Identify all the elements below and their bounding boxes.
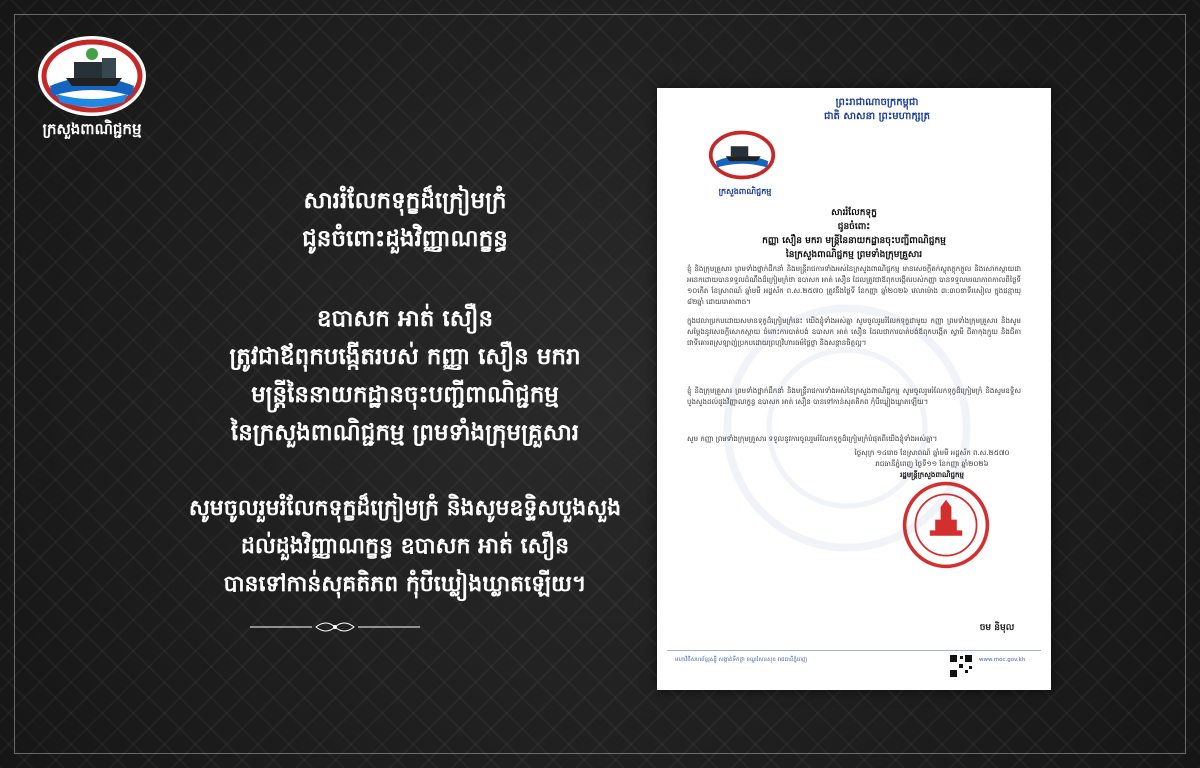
letter-paragraph-1: ខ្ញុំ និងក្រុមគ្រួសារ ព្រមទាំងថ្នាក់ដឹកនាំ និងមន្ត្រីរាជការទាំងអស់នៃក្រសួងពាណិជ្ជកម្ម មានសេចក្តីតក់ស្លុតក្តុកក្តួល និងសោកស្តាយជាអនេកដោយបានទទួលដំណឹងដ៏ក្រៀមក្រំថា ឧបាសក អាត់ សឿន ដែលត្រូវជាឪពុកបង្កើតរបស់កញ្ញា បានទទួលមរណភាពកាលពីថ្ងៃទី ១០កើត ខែស្រាពណ៍ ឆ្នាំមមី អដ្ឋស័ក ព.ស.២៥៧០ ត្រូវនឹងថ្ងៃទី ខែកញ្ញា ឆ្នាំ២០២៦ វេលាម៉ោង ៣:៣០នាទីរសៀល ក្នុងជន្មាយុ ៨២ឆ្នាំ ដោយរោគាពាធ។ <box>687 265 1021 306</box>
letter-paragraph-2: ក្នុងវេលាប្រកបដោយសមានទុក្ខដ៏ក្រៀមក្រំនេះ យើងខ្ញុំទាំងអស់គ្នា សូមចូលរួមរំលែកទុក្ខជាមួយ កញ្ញា ព្រមទាំងក្រុមគ្រួសារ និងសូមសម្តែងនូវសេចក្តីសោកស្តាយ ចំពោះការបាត់បង់ ឧបាសក អាត់ សឿន ដែលជាការបាត់បង់ឪពុកបង្កើត ស្វាមី ជីតាកុងក្មួយ និងជីតាជាទីគោរពស្រឡាញ់ប្រកបដោយព្រហ្មវិហារធម៌ថ្លៃថ្លា និងសន្តានចិត្តល្អ។ <box>687 317 1021 347</box>
signer-name: ចម និមុល <box>979 623 1015 633</box>
letter-heading-1: សាររំលែកទុក្ខ <box>831 208 877 218</box>
letter-paragraph-4: សូម កញ្ញា ព្រមទាំងក្រុមគ្រួសារ ទទួលនូវការចូលរួមរំលែកទុក្ខដ៏ក្រៀមក្រំបំផុតពីយើងខ្ញុំទាំងអស់គ្នា។ <box>687 435 938 443</box>
letter-date <box>837 448 1027 481</box>
divider-flourish <box>250 618 420 636</box>
title-line-1: សាររំលែកទុក្ខដ៏ក្រៀមក្រំ <box>303 188 507 214</box>
condolence-letter <box>657 88 1051 690</box>
condolence-line-2: ដល់ដួងវិញ្ញាណក្ខន្ធ ឧបាសក អាត់ សឿន <box>240 534 570 559</box>
deceased-line-3: មន្ត្រីនៃនាយកដ្ឋានចុះបញ្ជីពាណិជ្ជកម្ម <box>251 382 559 408</box>
seal-caption: រដ្ឋមន្ត្រីក្រសួងពាណិជ្ជកម្ម <box>900 471 964 479</box>
letter-heading-2: ជូនចំពោះ <box>837 222 871 232</box>
kingdom-header <box>777 96 977 124</box>
title-line-2: ជូនចំពោះដួងវិញ្ញាណក្ខន្ធ <box>302 226 508 252</box>
condolence-block <box>170 490 640 604</box>
condolence-line-3: បានទៅកាន់សុគតិភព កុំបីឃ្លៀងឃ្លាតឡើយ។ <box>223 572 587 597</box>
official-seal <box>901 480 991 570</box>
letter-heading-3: កញ្ញា សឿន មករា មន្ត្រីនៃនាយកដ្ឋានចុះបញ្ជីពាណិជ្ជកម្ម <box>762 236 946 246</box>
kingdom-line-2: ជាតិ សាសនា ព្រះមហាក្សត្រ <box>824 111 930 122</box>
kingdom-line-1: ព្រះរាជាណាចក្រកម្ពុជា <box>835 97 919 108</box>
letter-date-2: រាជធានីភ្នំពេញ ថ្ងៃទី១១ ខែកញ្ញា ឆ្នាំ២០២៦ <box>875 460 989 468</box>
ministry-logo <box>36 34 148 118</box>
qr-code-icon <box>949 654 973 678</box>
deceased-line-4: នៃក្រសួងពាណិជ្ជកម្ម ព្រមទាំងក្រុមគ្រួសារ <box>230 420 580 446</box>
letter-logo <box>707 128 777 182</box>
letter-heading <box>697 206 1011 262</box>
letter-date-1: ថ្ងៃសុក្រ ១៤រោច ខែស្រាពណ៍ ឆ្នាំមមី អដ្ឋស័ក ព.ស.២៥៧០ <box>854 449 1010 457</box>
deceased-block <box>170 300 640 452</box>
footer-divider <box>667 650 1041 651</box>
deceased-line-2: ត្រូវជាឪពុកបង្កើតរបស់ កញ្ញា សឿន មករា <box>229 344 581 370</box>
title-block <box>170 182 640 258</box>
ministry-label: ក្រសួងពាណិជ្ជកម្ម <box>42 120 142 138</box>
deceased-line-1: ឧបាសក អាត់ សឿន <box>316 306 494 332</box>
footer-address: មហាវិថីសហព័ន្ធរុស្ស៊ី សង្កាត់ទឹកថ្លា ខណ្ឌសែនសុខ រាជធានីភ្នំពេញ <box>675 657 808 663</box>
letter-heading-4: នៃក្រសួងពាណិជ្ជកម្ម ព្រមទាំងក្រុមគ្រួសារ <box>785 250 923 260</box>
footer-website: www.moc.gov.kh <box>979 657 1026 663</box>
condolence-line-1: សូមចូលរួមរំលែកទុក្ខដ៏ក្រៀមក្រំ និងសូមឧទ្ទិសបួងសួង <box>188 496 622 521</box>
letter-ministry: ក្រសួងពាណិជ្ជកម្ម <box>718 187 772 196</box>
letter-paragraph-3: ខ្ញុំ និងក្រុមគ្រួសារ ព្រមទាំងថ្នាក់ដឹកនាំ និងមន្ត្រីរាជការទាំងអស់នៃក្រសួងពាណិជ្ជកម្ម សូមចូលរួមរំលែកទុក្ខដ៏ក្រៀមក្រំ និងសូមឧទ្ទិសបួងសួងដល់ដួងវិញ្ញាណក្ខន្ធ ឧបាសក អាត់ សឿន បានទៅកាន់សុគតិភព កុំបីឃ្លៀងឃ្លាតឡើយ។ <box>687 387 1021 406</box>
